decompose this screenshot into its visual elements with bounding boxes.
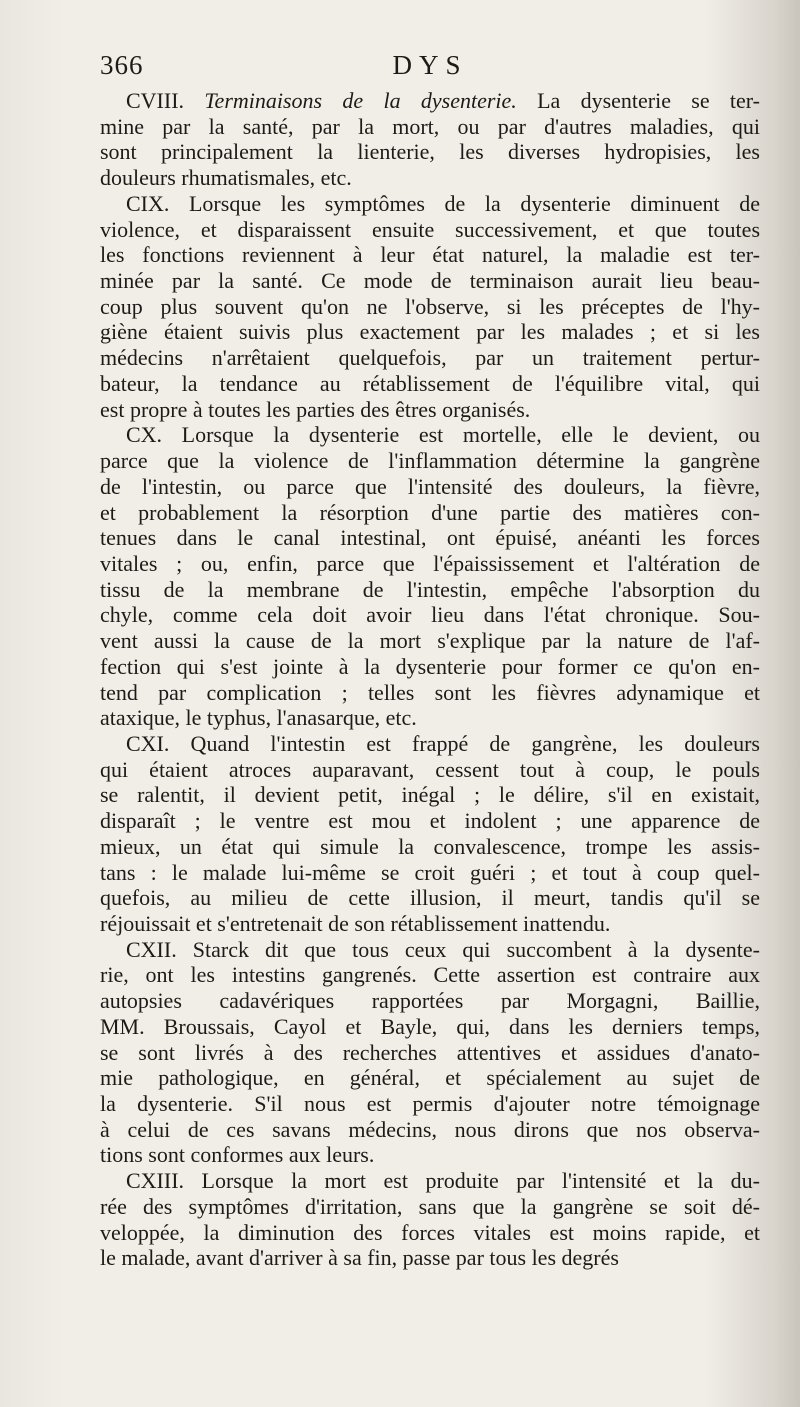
- text-line: [100, 1117, 760, 1143]
- text-segment: vitales ; ou, enfin, parce que l'épaississement et l'altération de: [100, 550, 760, 576]
- text-line: [100, 217, 760, 243]
- text-segment: sont principalement la lienterie, les diverses hydropisies, les: [100, 139, 760, 165]
- paragraph-cxiii: [100, 1168, 760, 1271]
- text-segment: disparaît ; le ventre est mou et indolent ; une apparence de: [100, 808, 760, 834]
- text-segment: CIX. Lorsque les symptômes de la dysenterie diminuent de: [126, 190, 760, 216]
- text-line: [100, 448, 760, 474]
- text-line: [100, 1194, 760, 1220]
- text-line: [100, 525, 760, 551]
- text-segment: tenues dans le canal intestinal, ont épuisé, anéanti les forces: [100, 525, 760, 551]
- text-line: [100, 885, 760, 911]
- text-segment: mine par la santé, par la mort, ou par d'autres maladies, qui: [100, 113, 760, 139]
- text-segment: fection qui s'est jointe à la dysenterie pour former ce qu'on en-: [100, 653, 760, 679]
- text-line: [100, 371, 760, 397]
- text-segment: MM. Broussais, Cayol et Bayle, qui, dans les derniers temps,: [100, 1013, 760, 1039]
- text-line: [100, 1091, 760, 1117]
- text-segment: parce que la violence de l'inflammation détermine la gangrène: [100, 448, 760, 474]
- text-line: [100, 397, 760, 423]
- text-line: [100, 705, 760, 731]
- text-segment: à celui de ces savans médecins, nous dirons que nos observa-: [100, 1116, 760, 1142]
- text-segment: qui étaient atroces auparavant, cessent tout à coup, le pouls: [100, 756, 760, 782]
- text-segment: se sont livrés à des recherches attentives et assidues d'anato-: [100, 1039, 760, 1065]
- text-segment: coup plus souvent qu'on ne l'observe, si les préceptes de l'hy-: [100, 293, 760, 319]
- text-line: [100, 911, 760, 937]
- text-line: [100, 242, 760, 268]
- text-line: [100, 294, 760, 320]
- text-segment: mie pathologique, en général, et spécialement au sujet de: [100, 1065, 760, 1091]
- paragraph-cviii: [100, 88, 760, 191]
- text-segment: tend par complication ; telles sont les fièvres adynamique et: [100, 679, 760, 705]
- text-line: [100, 782, 760, 808]
- text-line: [100, 654, 760, 680]
- text-line: [100, 988, 760, 1014]
- text-line: [100, 962, 760, 988]
- paragraph-cxi: [100, 731, 760, 937]
- text-line: [100, 860, 760, 886]
- text-line: [100, 731, 760, 757]
- text-line: [100, 268, 760, 294]
- text-line: [100, 808, 760, 834]
- text-line: [100, 1040, 760, 1066]
- text-line: [100, 165, 760, 191]
- text-line: [100, 628, 760, 654]
- text-segment: tissu de la membrane de l'intestin, empêche l'absorption du: [100, 576, 760, 602]
- text-line: [100, 1142, 760, 1168]
- text-segment: le malade, avant d'arriver à sa fin, passe par tous les degrés: [100, 1245, 619, 1271]
- text-line: [100, 139, 760, 165]
- text-segment: La dysenterie se ter-: [516, 88, 761, 113]
- text-segment: vent aussi la cause de la mort s'explique par la nature de l'af-: [100, 628, 760, 654]
- text-line: [100, 1245, 760, 1271]
- text-line: [100, 500, 760, 526]
- text-line: [100, 1014, 760, 1040]
- text-segment: chyle, comme cela doit avoir lieu dans l'état chronique. Sou-: [100, 602, 760, 628]
- text-segment: violence, et disparaissent ensuite successivement, et que toutes: [100, 216, 760, 242]
- text-segment: bateur, la tendance au rétablissement de l'équilibre vital, qui: [100, 370, 760, 396]
- text-line: [100, 602, 760, 628]
- text-segment: de l'intestin, ou parce que l'intensité des douleurs, la fièvre,: [100, 473, 760, 499]
- page-number: 366: [100, 50, 144, 80]
- text-line: [100, 551, 760, 577]
- text-segment: la dysenterie. S'il nous est permis d'ajouter notre témoignage: [100, 1091, 760, 1117]
- text-line: [100, 1168, 760, 1194]
- text-line: [100, 937, 760, 963]
- text-line: [100, 422, 760, 448]
- text-line: [100, 474, 760, 500]
- text-segment: rée des symptômes d'irritation, sans que la gangrène se soit dé-: [100, 1193, 760, 1219]
- text-segment: autopsies cadavériques rapportées par Morgagni, Baillie,: [100, 988, 760, 1014]
- text-segment: veloppée, la diminution des forces vitales est moins rapide, et: [100, 1219, 760, 1245]
- text-segment: se ralentit, il devient petit, inégal ; le délire, s'il en existait,: [100, 782, 760, 808]
- page-header: [100, 50, 760, 86]
- text-line: [100, 757, 760, 783]
- section-title-italic: Terminaisons de la dysenterie.: [204, 88, 517, 113]
- paragraph-cxii: [100, 937, 760, 1168]
- text-segment: rie, ont les intestins gangrenés. Cette assertion est contraire aux: [100, 962, 760, 988]
- text-line: [100, 680, 760, 706]
- text-segment: quefois, au milieu de cette illusion, il meurt, tandis qu'il se: [100, 885, 760, 911]
- text-segment: les fonctions reviennent à leur état naturel, la maladie est ter-: [100, 242, 760, 268]
- text-segment: CXI. Quand l'intestin est frappé de gangrène, les douleurs: [126, 730, 760, 756]
- paragraph-cix: [100, 191, 760, 422]
- text-segment: médecins n'arrêtaient quelquefois, par un traitement pertur-: [100, 345, 760, 371]
- text-line: [100, 1065, 760, 1091]
- text-line: [100, 191, 760, 217]
- text-segment: minée par la santé. Ce mode de terminaison aurait lieu beau-: [100, 268, 760, 294]
- text-line: [100, 834, 760, 860]
- text-segment: tans : le malade lui-même se croit guéri ; et tout à coup quel-: [100, 859, 760, 885]
- paragraph-cx: [100, 422, 760, 731]
- text-segment: et probablement la résorption d'une partie des matières con-: [100, 499, 760, 525]
- text-body: [100, 88, 760, 1271]
- text-segment: est propre à toutes les parties des êtres organisés.: [100, 396, 531, 422]
- text-segment: CXIII. Lorsque la mort est produite par l'intensité et la du-: [126, 1168, 760, 1194]
- text-segment: réjouissait et s'entretenait de son rétablissement inattendu.: [100, 911, 611, 936]
- text-segment: giène étaient suivis plus exactement par les malades ; et si les: [100, 319, 760, 345]
- text-line: [100, 577, 760, 603]
- text-line: [100, 319, 760, 345]
- text-segment: mieux, un état qui simule la convalescence, trompe les assis-: [100, 833, 760, 859]
- text-segment: CX. Lorsque la dysenterie est mortelle, elle le devient, ou: [126, 422, 760, 448]
- text-segment: douleurs rhumatismales, etc.: [100, 165, 352, 191]
- text-line: [100, 1220, 760, 1246]
- text-line: [100, 345, 760, 371]
- text-segment: tions sont conformes aux leurs.: [100, 1142, 375, 1168]
- running-head: DYS: [392, 50, 468, 80]
- text-segment: ataxique, le typhus, l'anasarque, etc.: [100, 705, 417, 731]
- text-segment: CXII. Starck dit que tous ceux qui succombent à la dysente-: [126, 936, 760, 962]
- text-segment: CVIII.: [126, 88, 205, 113]
- text-line: [100, 88, 760, 114]
- text-line: [100, 114, 760, 140]
